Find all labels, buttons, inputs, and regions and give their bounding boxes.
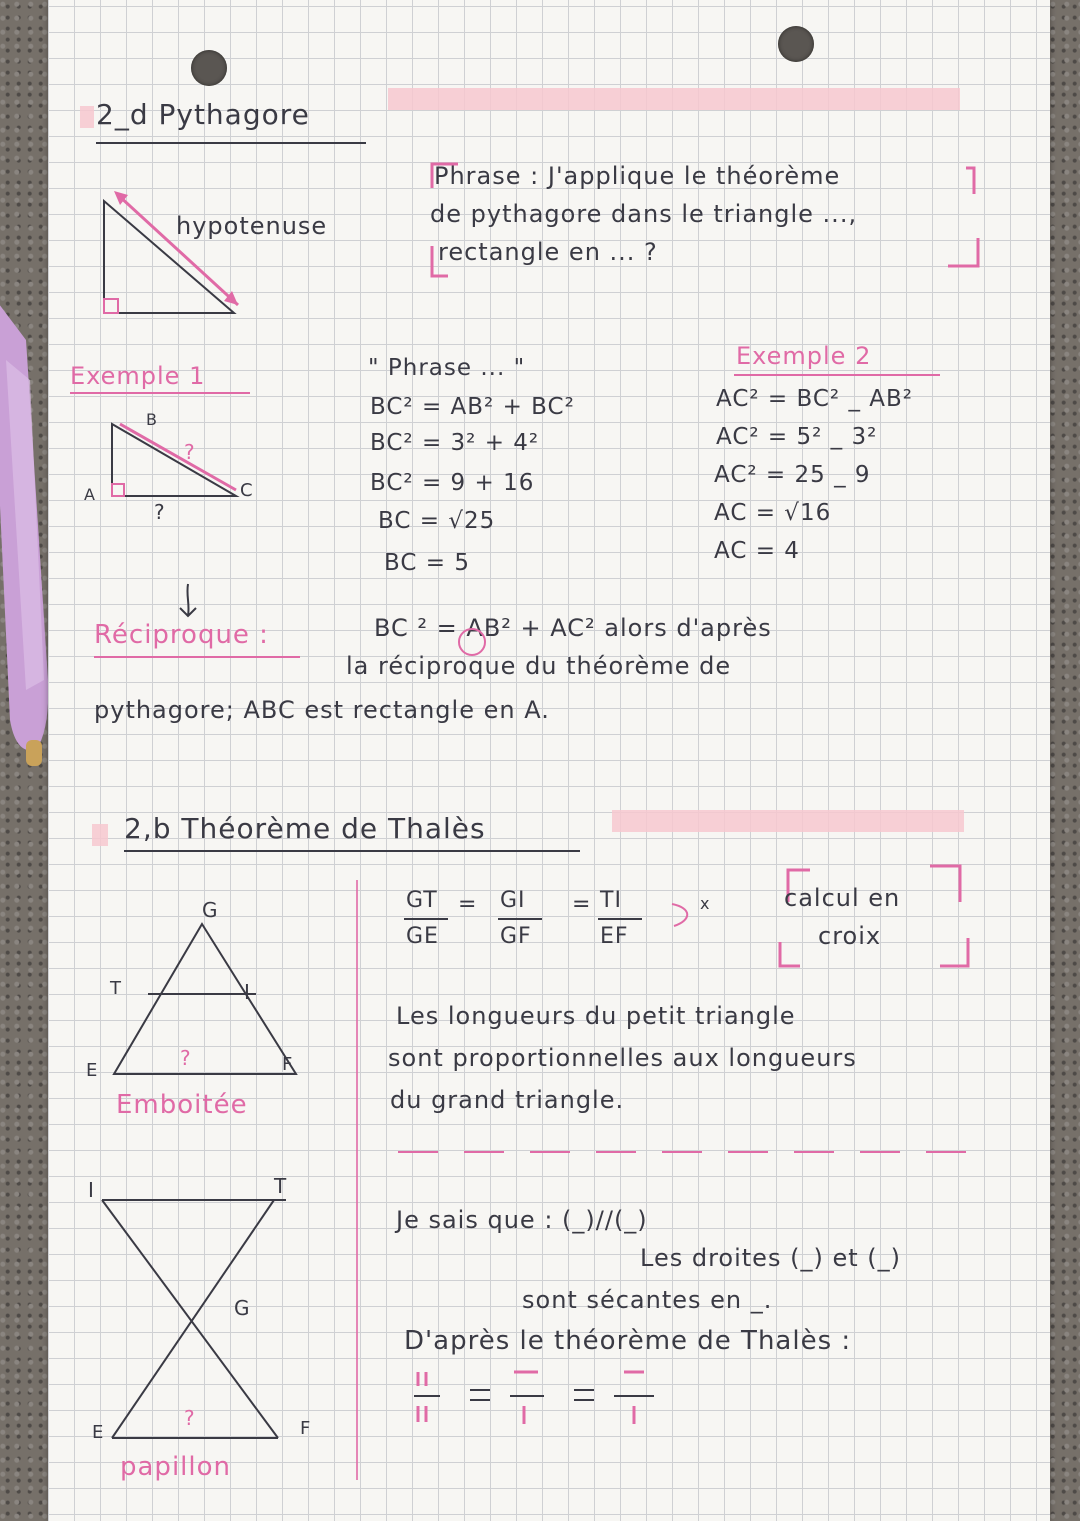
reciproque-label: Réciproque : (94, 620, 269, 650)
ex1-step-1: " Phrase ... " (368, 355, 526, 381)
explanation-line-2: sont proportionnelles aux longueurs (388, 1044, 857, 1072)
notebook-page (48, 0, 1050, 1521)
phrase-line-1: Phrase : J'applique le théorème (434, 162, 841, 190)
fig2-unknown: ? (184, 1406, 196, 1430)
punch-hole (191, 50, 227, 86)
title-underline (96, 142, 366, 144)
blank-ratio-template (414, 1366, 684, 1446)
thales-phrase-1: Je sais que : (_)//(_) (396, 1206, 648, 1234)
emboitee-figure (106, 920, 306, 1080)
calcul-note-2: croix (818, 922, 882, 950)
fig2-g: G (234, 1296, 251, 1320)
cross-arrow-icon (668, 900, 698, 930)
exemple1-underline (70, 392, 250, 394)
title-marker (92, 824, 108, 846)
down-arrow-icon (176, 582, 200, 620)
punch-hole (778, 26, 814, 62)
ratio3-numerator: TI (600, 888, 622, 913)
ex2-step-3: AC² = 25 _ 9 (714, 462, 871, 488)
ratio2-denominator: GF (500, 924, 532, 949)
fig1-g: G (202, 898, 219, 922)
vertex-a: A (84, 485, 96, 504)
thales-phrase-2: Les droites (_) et (_) (640, 1244, 901, 1272)
title-highlight (612, 810, 964, 832)
reciproque-underline (94, 656, 300, 658)
fig2-t: T (274, 1174, 288, 1198)
ex1-step-2: BC² = AB² + BC² (370, 394, 575, 420)
thales-title: 2,b Théorème de Thalès (124, 812, 486, 845)
equals-sign: = (458, 892, 478, 917)
ratio2-numerator: GI (500, 888, 526, 913)
fig1-e: E (86, 1060, 99, 1081)
reciproque-line-2: la réciproque du théorème de (346, 652, 732, 680)
exemple2-title: Exemple 2 (736, 342, 872, 370)
calcul-note-1: calcul en (784, 884, 901, 912)
ex1-step-6: BC = 5 (384, 550, 470, 576)
fig1-caption: Emboitée (116, 1090, 248, 1120)
vertex-b: B (146, 410, 158, 429)
unknown-side: ? (154, 500, 166, 524)
ex2-step-4: AC = √16 (714, 500, 832, 526)
papillon-figure (88, 1186, 308, 1446)
explanation-line-1: Les longueurs du petit triangle (396, 1002, 796, 1030)
pythagore-title: 2_d Pythagore (96, 98, 310, 131)
ex2-step-5: AC = 4 (714, 538, 800, 564)
fraction-bar (498, 918, 542, 920)
ex1-step-4: BC² = 9 + 16 (370, 470, 535, 496)
fig1-i: I (244, 980, 251, 1004)
reciproque-line-3: pythagore; ABC est rectangle en A. (94, 696, 550, 724)
exemple1-title: Exemple 1 (70, 362, 206, 390)
ratio3-denominator: EF (600, 924, 629, 949)
unknown-hypotenuse: ? (184, 440, 196, 464)
column-divider (356, 880, 358, 1480)
equals-circle (458, 628, 486, 656)
equals-sign: = (572, 892, 592, 917)
ratio1-denominator: GE (406, 924, 439, 949)
ex1-step-5: BC = √25 (378, 508, 496, 534)
explanation-line-3: du grand triangle. (390, 1086, 625, 1114)
hypotenuse-label: hypotenuse (176, 212, 328, 240)
fraction-bar (404, 918, 448, 920)
fig2-f: F (300, 1418, 312, 1439)
dashed-separator (398, 1150, 988, 1154)
ratio1-numerator: GT (406, 888, 438, 913)
fraction-bar (598, 918, 642, 920)
title-highlight (388, 88, 960, 110)
phrase-line-3: rectangle en ... ? (438, 238, 658, 266)
title-marker (80, 106, 94, 128)
fig2-e: E (92, 1422, 105, 1443)
ex2-step-1: AC² = BC² _ AB² (716, 386, 914, 412)
fig2-i: I (88, 1178, 95, 1202)
thales-phrase-3: sont sécantes en _. (522, 1286, 773, 1314)
fig1-f: F (282, 1054, 294, 1075)
ex1-step-3: BC² = 3² + 4² (370, 430, 540, 456)
fig1-unknown: ? (180, 1046, 192, 1070)
fig2-caption: papillon (120, 1452, 231, 1482)
title-underline (124, 850, 580, 852)
reciproque-line-1: BC ² = AB² + AC² alors d'après (374, 614, 772, 642)
cross-mark: x (700, 894, 711, 913)
exemple2-underline (734, 374, 940, 376)
vertex-c: C (240, 480, 254, 501)
ex2-step-2: AC² = 5² _ 3² (716, 424, 878, 450)
calcul-bracket (770, 862, 970, 972)
thales-phrase-4: D'après le théorème de Thalès : (404, 1326, 852, 1356)
phrase-line-2: de pythagore dans le triangle ..., (430, 200, 858, 228)
fig1-t: T (110, 978, 122, 999)
